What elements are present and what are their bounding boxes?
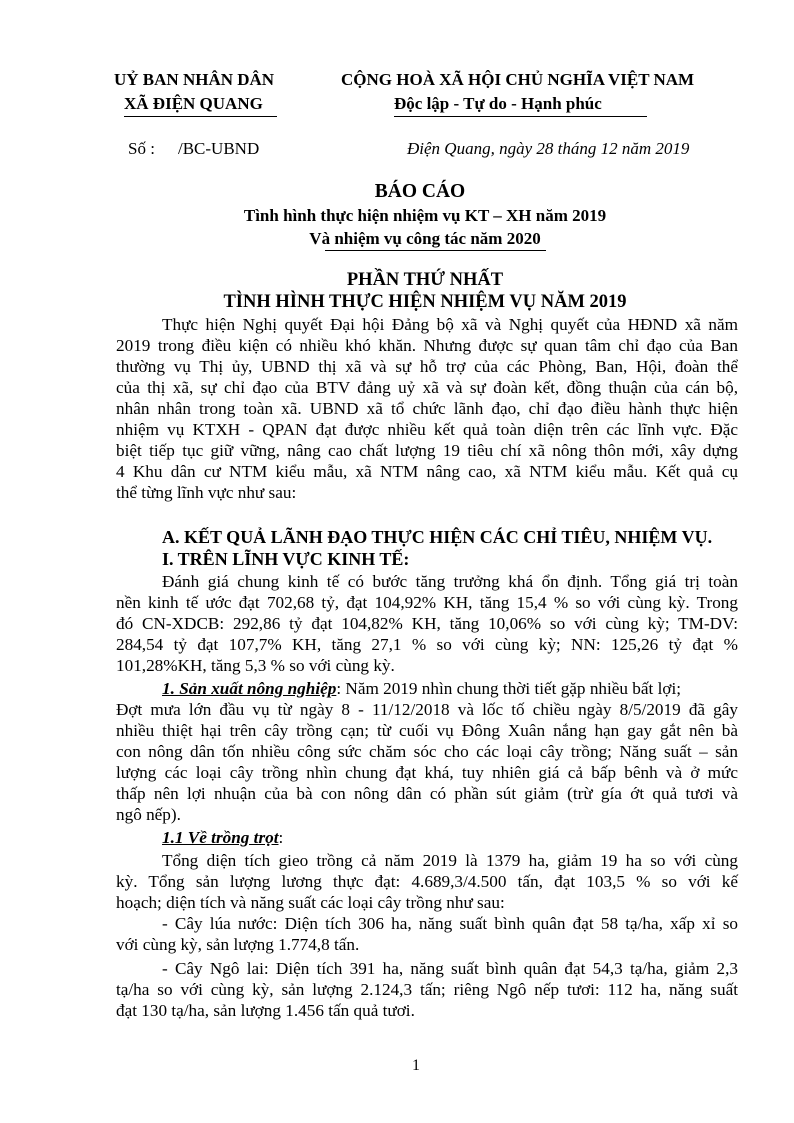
economy-line: 284,54 tỷ đạt 107,7% KH, tăng 27,1 % so với cùng kỳ; NN: 125,26 tỷ đạt % [116,635,738,654]
commune-name: XÃ ĐIỆN QUANG [124,94,263,113]
agri-line: thấp nên lợi nhuận của bà con nông dân có phần sút giảm (trừ gía ớt quả tươi và [116,784,738,803]
part-heading: PHẦN THỨ NHẤT [346,270,504,290]
place-date: Điện Quang, ngày 28 tháng 12 năm 2019 [407,139,690,158]
subtitle-underline [325,250,546,251]
agri-line: lượng các loại cây trồng nhìn chung đạt khá, tuy nhiên giá cả bấp bênh và ở mức [116,763,738,782]
report-subtitle-1: Tình hình thực hiện nhiệm vụ KT – XH năm 2019 [243,206,607,225]
crop-line: kỳ. Tổng sản lượng lương thực đạt: 4.689,3/4.500 tấn, đạt 103,5 % so với kế [116,872,738,891]
economy-line: Đánh giá chung kinh tế có bước tăng trưởng khá ổn định. Tổng giá trị toàn [162,572,738,591]
crop-line: Tổng diện tích gieo trồng cả năm 2019 là 1379 ha, giảm 19 ha so với cùng [162,851,738,870]
corn-line: - Cây Ngô lai: Diện tích 391 ha, năng suất bình quân đạt 54,3 tạ/ha, giảm 2,3 [162,959,738,978]
corn-line: đạt 130 tạ/ha, sản lượng 1.456 tấn quả tươi. [116,1001,415,1020]
doc-number: /BC-UBND [178,139,260,158]
crop-heading-colon: : [278,828,284,847]
agri-line: nhiều thiệt hại trên cây trồng cạn; từ cuối vụ Đông Xuân nắng hạn gay gắt nên bà [116,721,738,740]
economy-line: đó CN-XDCB: 292,86 tỷ đạt 104,82% KH, tăng 10,06% so với cùng kỳ; TM-DV: [116,614,738,633]
intro-line: của thị xã, sự chỉ đạo của BTV đảng uỷ xã và sự đoàn kết, đồng thuận của cán bộ, [116,378,738,397]
report-subtitle-2: Và nhiệm vụ công tác năm 2020 [309,229,541,248]
agri-line: Đợt mưa lớn đầu vụ từ ngày 8 - 11/12/2018 và lốc tố chiều ngày 8/5/2019 đã gây [116,700,738,719]
rice-line: với cùng kỳ, sản lượng 1.774,8 tấn. [116,935,360,954]
economy-line: 101,28%KH, tăng 5,3 % so với cùng kỳ. [116,656,395,675]
intro-line: biệt tiếp tục giữ vững, nâng cao chất lượng 19 tiêu chí xã nông thôn mới, xây dựng [116,441,738,460]
agri-line: con nông dân tốn nhiều công sức chăm sóc cho các loại cây trồng; Năng suất – sản [116,742,738,761]
crop-heading-line [162,828,283,848]
intro-line: 2019 trong điều kiện có nhiều khó khăn. Nhưng được sự quan tâm chỉ đạo của Ban [116,336,738,355]
agri-first-line [162,679,681,699]
report-title: BÁO CÁO [374,181,466,202]
agri-intro-text: : Năm 2019 nhìn chung thời tiết gặp nhiều bất lợi; [336,679,682,698]
corn-line: tạ/ha so với cùng kỳ, sản lượng 2.124,3 tấn; riêng Ngô nếp tươi: 112 ha, năng suất [116,980,738,999]
section-a-heading: A. KẾT QUẢ LÃNH ĐẠO THỰC HIỆN CÁC CHỈ TIÊU, NHIỆM VỤ. [162,527,713,547]
part-subheading: TÌNH HÌNH THỰC HIỆN NHIỆM VỤ NĂM 2019 [223,292,627,312]
intro-line: thể từng lĩnh vực như sau: [116,483,297,502]
agri-heading: 1. Sản xuất nông nghiệp [162,679,337,698]
doc-number-label: Số : [128,139,155,158]
commune-underline [124,116,277,117]
intro-line: 4 Khu dân cư NTM kiểu mẫu, xã NTM nâng cao, xã NTM kiểu mẫu. Kết quả cụ [116,462,738,481]
agency-name: UỶ BAN NHÂN DÂN [114,70,275,89]
national-title: CỘNG HOÀ XÃ HỘI CHỦ NGHĨA VIỆT NAM [341,70,695,89]
rice-line: - Cây lúa nước: Diện tích 306 ha, năng suất bình quân đạt 58 tạ/ha, xấp xỉ so [162,914,738,933]
national-motto: Độc lập - Tự do - Hạnh phúc [394,94,602,113]
crop-heading: 1.1 Về trồng trọt [162,828,279,847]
motto-underline [394,116,647,117]
intro-line: thường vụ Thị ủy, UBND thị xã và sự hỗ trợ của các Phòng, Ban, Hội, đoàn thể [116,357,738,376]
intro-line: nhân nhân trong toàn xã. UBND xã tổ chức lãnh đạo, chỉ đạo điều hành thực hiện [116,399,738,418]
intro-line: nhiệm vụ KTXH - QPAN đạt được nhiều kết quả toàn diện trên các lĩnh vực. Đặc [116,420,738,439]
economy-line: nền kinh tế ước đạt 702,68 tỷ, đạt 104,92% KH, tăng 15,4 % so với cùng kỳ. Trong [116,593,738,612]
intro-line: Thực hiện Nghị quyết Đại hội Đảng bộ xã và Nghị quyết của HĐND xã năm [162,315,738,334]
section-i-heading: I. TRÊN LĨNH VỰC KINH TẾ: [162,549,410,569]
crop-line: hoạch; diện tích và năng suất các loại cây trồng như sau: [116,893,505,912]
agri-line: ngô nếp). [116,805,181,824]
page-number: 1 [412,1057,420,1074]
